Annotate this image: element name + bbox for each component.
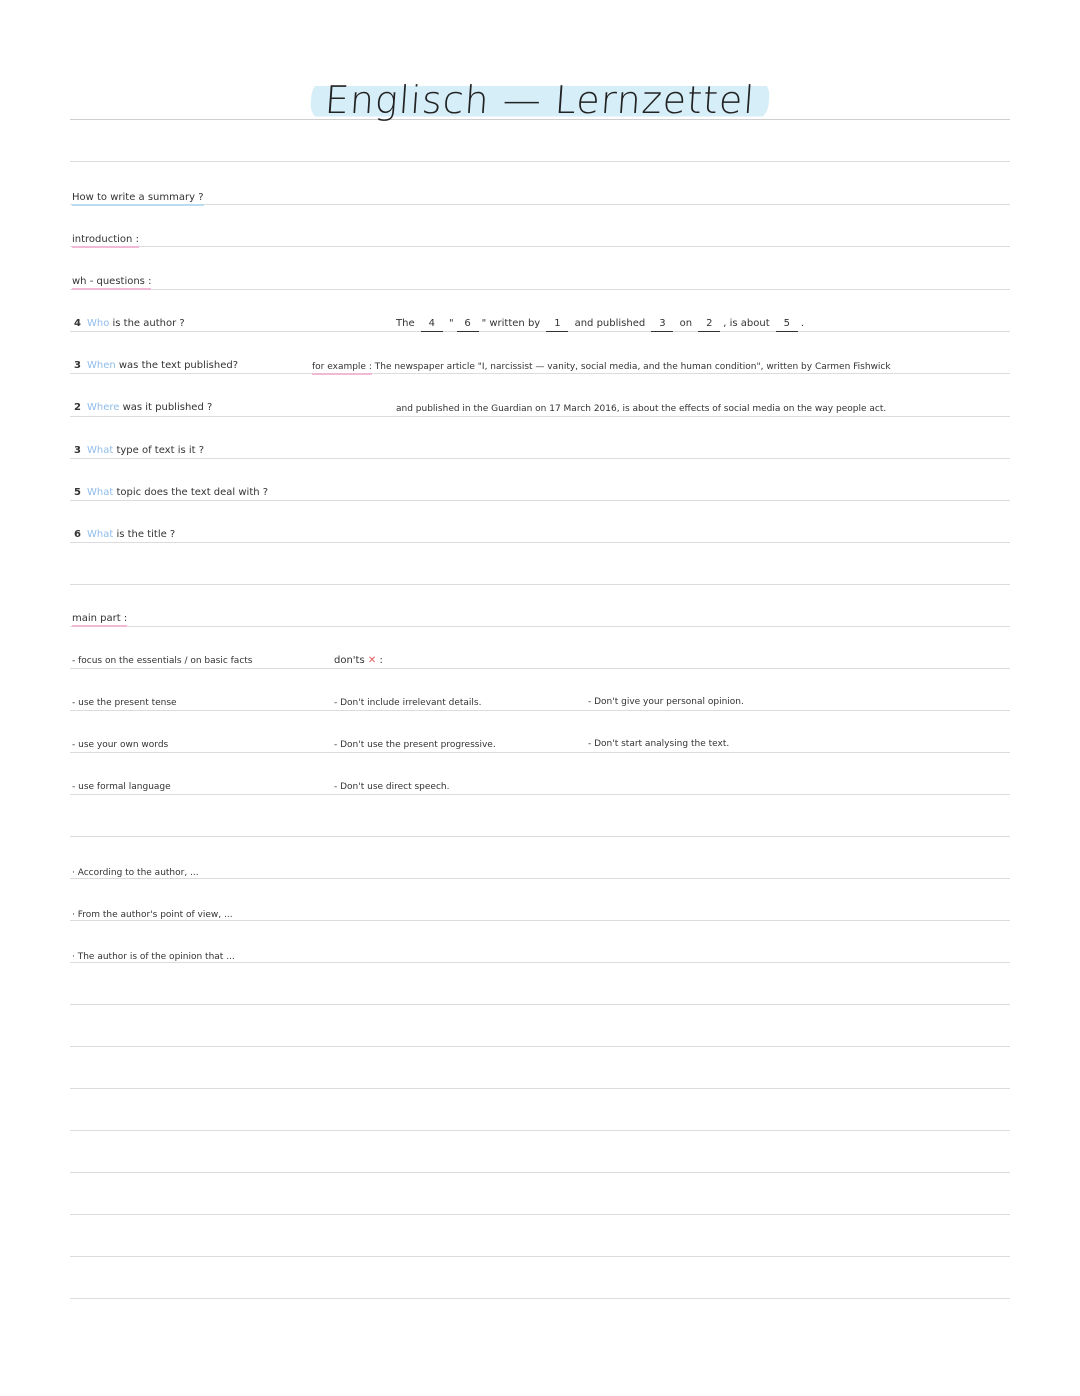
dont-item: - Don't use direct speech. xyxy=(334,782,450,792)
dont-item: - Don't start analysing the text. xyxy=(588,739,730,749)
rule-line xyxy=(70,542,1010,543)
example-line-2 xyxy=(396,402,886,416)
do-item: - use your own words xyxy=(72,740,169,750)
question-word: What xyxy=(86,445,114,456)
template-end: . xyxy=(800,318,805,329)
dont-item: - Don't use the present progressive. xyxy=(334,740,496,750)
example-text-1: The newspaper article "I, narcissist — vanity, social media, and the human condition", written by Carmen Fishwick xyxy=(374,362,891,372)
title-area xyxy=(0,78,1080,122)
rule-line xyxy=(70,246,1010,247)
rule-line xyxy=(70,1130,1010,1131)
summary-heading xyxy=(72,191,204,205)
rule-line xyxy=(70,1214,1010,1215)
question-item xyxy=(74,486,268,500)
question-item xyxy=(74,317,185,331)
rule-line xyxy=(70,710,1010,711)
rule-line xyxy=(70,1298,1010,1299)
do-item: - use the present tense xyxy=(72,698,177,708)
question-item xyxy=(74,528,175,542)
phrase-item: · The author is of the opinion that ... xyxy=(72,952,235,962)
question-text: is the title ? xyxy=(116,529,176,540)
template-on: on xyxy=(679,318,693,329)
example-text-2: and published in the Guardian on 17 March 2016, is about the effects of social media on the way people act. xyxy=(396,404,887,414)
template-blank: 1 xyxy=(546,317,568,332)
do-item: - use formal language xyxy=(72,782,171,792)
question-text: was it published ? xyxy=(122,402,213,413)
question-number: 6 xyxy=(74,529,81,540)
question-item xyxy=(74,444,204,458)
template-and-published: and published xyxy=(574,318,646,329)
template-blank: 6 xyxy=(457,317,479,332)
question-word: When xyxy=(86,360,116,371)
template-blank: 2 xyxy=(698,317,720,332)
rule-line xyxy=(70,836,1010,837)
template-sentence: The 4 " 6 " written by 1 and published 3 on 2 , is about 5 . xyxy=(396,317,804,332)
question-text: topic does the text deal with ? xyxy=(116,487,269,498)
donts-heading xyxy=(334,654,383,668)
template-blank: 5 xyxy=(776,317,798,332)
question-text: type of text is it ? xyxy=(116,445,205,456)
rule-line xyxy=(70,1256,1010,1257)
rule-line xyxy=(70,500,1010,501)
rule-line xyxy=(70,204,1010,205)
rule-line xyxy=(70,626,1010,627)
question-text: is the author ? xyxy=(112,318,185,329)
template-written-by: written by xyxy=(489,318,541,329)
wh-questions-label xyxy=(72,275,151,289)
introduction-label-text: introduction : xyxy=(72,234,139,248)
question-number: 5 xyxy=(74,487,81,498)
introduction-label xyxy=(72,233,139,247)
example-label: for example : xyxy=(312,362,372,375)
template-blank: 4 xyxy=(421,317,443,332)
rule-line xyxy=(70,878,1010,879)
question-word: Who xyxy=(86,318,110,329)
question-item xyxy=(74,401,212,415)
summary-heading-text: How to write a summary ? xyxy=(72,192,204,206)
rule-line xyxy=(70,1046,1010,1047)
template-the: The xyxy=(396,318,415,329)
donts-label: don'ts xyxy=(334,655,365,666)
dont-item: - Don't give your personal opinion. xyxy=(588,697,744,707)
question-word: What xyxy=(86,487,114,498)
main-part-label-text: main part : xyxy=(72,613,127,627)
rule-line xyxy=(70,416,1010,417)
question-number: 3 xyxy=(74,360,81,371)
rule-line xyxy=(70,289,1010,290)
template-is-about: , is about xyxy=(723,318,770,329)
rule-line xyxy=(70,794,1010,795)
donts-colon: : xyxy=(379,655,383,666)
cross-icon: ✕ xyxy=(367,655,377,666)
page-title: Englisch — Lernzettel xyxy=(309,78,770,122)
question-number: 3 xyxy=(74,445,81,456)
example-line-1 xyxy=(312,360,891,374)
rule-line xyxy=(70,1172,1010,1173)
rule-line xyxy=(70,584,1010,585)
question-text: was the text published? xyxy=(118,360,239,371)
question-word: What xyxy=(86,529,114,540)
do-item: - focus on the essentials / on basic facts xyxy=(72,656,253,666)
rule-line xyxy=(70,668,1010,669)
rule-line xyxy=(70,1004,1010,1005)
question-number: 4 xyxy=(74,318,81,329)
wh-questions-label-text: wh - questions : xyxy=(72,276,151,290)
rule-line xyxy=(70,1088,1010,1089)
question-word: Where xyxy=(86,402,120,413)
phrase-item: · According to the author, ... xyxy=(72,868,199,878)
rule-line xyxy=(70,752,1010,753)
main-part-label xyxy=(72,612,127,626)
dont-item: - Don't include irrelevant details. xyxy=(334,698,482,708)
rule-line xyxy=(70,161,1010,162)
question-number: 2 xyxy=(74,402,81,413)
question-item xyxy=(74,359,238,373)
template-blank: 3 xyxy=(651,317,673,332)
rule-line xyxy=(70,458,1010,459)
phrase-item: · From the author's point of view, ... xyxy=(72,910,233,920)
